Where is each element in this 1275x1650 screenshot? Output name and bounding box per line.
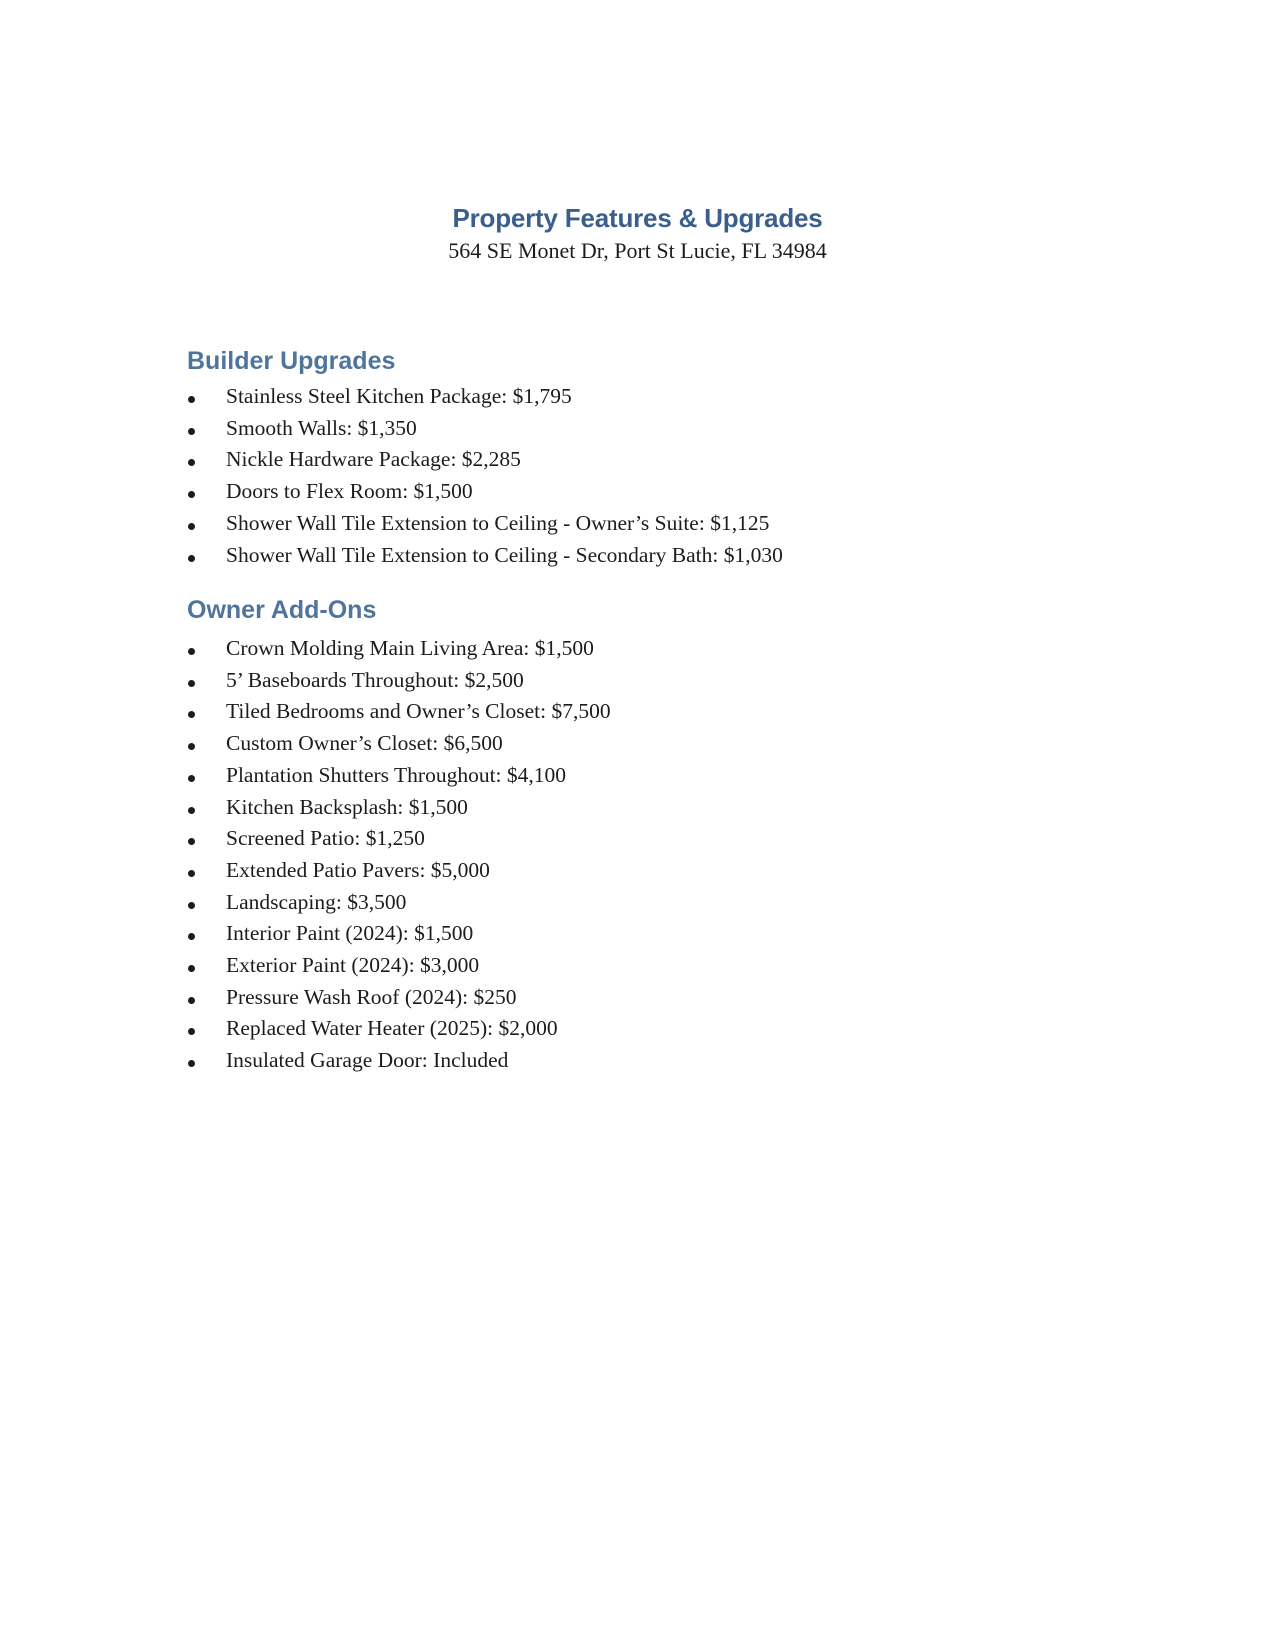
section-heading-owner-add-ons: Owner Add-Ons <box>187 596 377 624</box>
bullet-icon <box>188 1060 195 1067</box>
list-item <box>187 665 1155 697</box>
list-item <box>187 696 1155 728</box>
list-item-text: Insulated Garage Door: Included <box>226 1048 509 1073</box>
list-item-text: Shower Wall Tile Extension to Ceiling - Secondary Bath: $1,030 <box>226 542 783 567</box>
list-item <box>187 508 1155 540</box>
list-item-text: Exterior Paint (2024): $3,000 <box>226 953 480 978</box>
bullet-icon <box>188 743 195 750</box>
list-item-text: Screened Patio: $1,250 <box>226 826 425 851</box>
list-item-text: Doors to Flex Room: $1,500 <box>226 479 473 504</box>
list-item <box>187 918 1155 950</box>
list-item-text: Shower Wall Tile Extension to Ceiling - Owner’s Suite: $1,125 <box>226 510 770 535</box>
list-item-text: Nickle Hardware Package: $2,285 <box>226 447 521 472</box>
bullet-icon <box>188 555 195 562</box>
list-item-text: Landscaping: $3,500 <box>226 889 407 914</box>
list-item-text: Plantation Shutters Throughout: $4,100 <box>226 762 567 787</box>
list-item-text: Pressure Wash Roof (2024): $250 <box>226 984 517 1009</box>
list-item <box>187 728 1155 760</box>
bullet-icon <box>188 680 195 687</box>
list-item-text: Kitchen Backsplash: $1,500 <box>226 794 468 819</box>
list-item-text: Extended Patio Pavers: $5,000 <box>226 857 490 882</box>
list-item-text: Stainless Steel Kitchen Package: $1,795 <box>226 384 572 408</box>
bullet-icon <box>188 459 195 466</box>
bullet-icon <box>188 838 195 845</box>
list-item <box>187 540 1155 572</box>
bullet-icon <box>188 933 195 940</box>
bullet-icon <box>188 965 195 972</box>
owner-add-ons-list <box>187 633 1155 1077</box>
bullet-icon <box>188 648 195 655</box>
bullet-icon <box>188 428 195 435</box>
list-item <box>187 950 1155 982</box>
list-item <box>187 633 1155 665</box>
list-item <box>187 444 1155 476</box>
list-item <box>187 982 1155 1014</box>
list-item <box>187 1013 1155 1045</box>
builder-upgrades-list <box>187 381 1155 571</box>
bullet-icon <box>188 997 195 1004</box>
bullet-icon <box>188 491 195 498</box>
list-item <box>187 855 1155 887</box>
list-item <box>187 887 1155 919</box>
list-item-text: Tiled Bedrooms and Owner’s Closet: $7,500 <box>226 699 611 724</box>
page-title: Property Features & Upgrades <box>452 203 823 233</box>
list-item-text: Smooth Walls: $1,350 <box>226 415 417 440</box>
list-item <box>187 1045 1155 1077</box>
list-item-text: Interior Paint (2024): $1,500 <box>226 921 474 946</box>
property-address: 564 SE Monet Dr, Port St Lucie, FL 34984 <box>448 238 827 263</box>
list-item-text: Crown Molding Main Living Area: $1,500 <box>226 636 594 660</box>
list-item-text: Replaced Water Heater (2025): $2,000 <box>226 1016 558 1041</box>
bullet-icon <box>188 902 195 909</box>
bullet-icon <box>188 775 195 782</box>
bullet-icon <box>188 396 195 403</box>
bullet-icon <box>188 807 195 814</box>
list-item-text: Custom Owner’s Closet: $6,500 <box>226 731 503 756</box>
list-item <box>187 760 1155 792</box>
bullet-icon <box>188 870 195 877</box>
list-item-text: 5’ Baseboards Throughout: $2,500 <box>226 667 524 692</box>
bullet-icon <box>188 523 195 530</box>
list-item <box>187 792 1155 824</box>
list-item <box>187 413 1155 445</box>
bullet-icon <box>188 1028 195 1035</box>
section-heading-builder-upgrades: Builder Upgrades <box>187 347 396 375</box>
list-item <box>187 476 1155 508</box>
list-item <box>187 823 1155 855</box>
bullet-icon <box>188 711 195 718</box>
list-item <box>187 381 1155 413</box>
